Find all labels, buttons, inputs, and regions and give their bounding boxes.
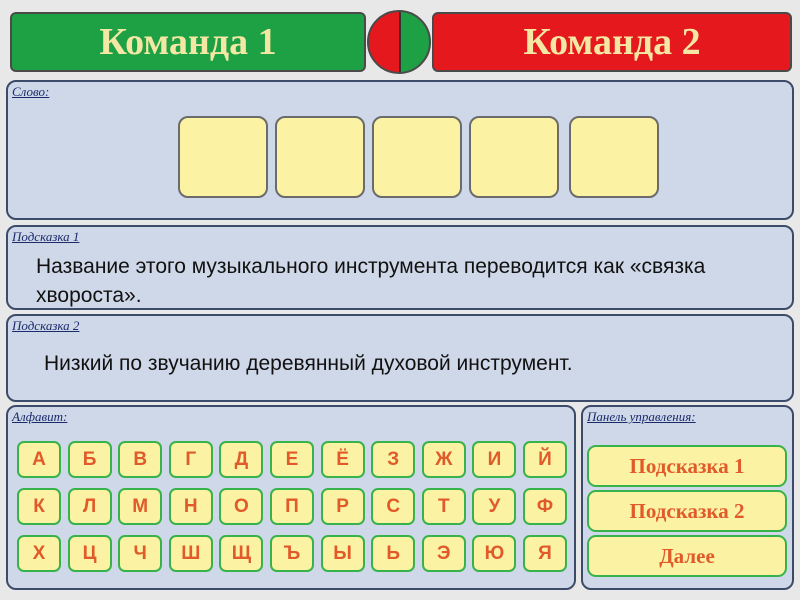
word-letter-slot bbox=[372, 116, 462, 198]
letter-button[interactable]: П bbox=[270, 488, 314, 525]
letter-button[interactable]: С bbox=[371, 488, 415, 525]
hint-2-button[interactable]: Подсказка 2 bbox=[587, 490, 787, 532]
turn-indicator-icon bbox=[367, 10, 431, 74]
letter-button[interactable]: Л bbox=[68, 488, 112, 525]
letter-button[interactable]: Ф bbox=[523, 488, 567, 525]
word-letter-slot bbox=[275, 116, 365, 198]
letter-button[interactable]: Ъ bbox=[270, 535, 314, 572]
letter-button[interactable]: Ч bbox=[118, 535, 162, 572]
letter-button[interactable]: З bbox=[371, 441, 415, 478]
letter-button[interactable]: Р bbox=[321, 488, 365, 525]
letter-button[interactable]: Ж bbox=[422, 441, 466, 478]
letter-button[interactable]: М bbox=[118, 488, 162, 525]
hint-1-label: Подсказка 1 bbox=[12, 229, 80, 244]
alphabet-label: Алфавит: bbox=[12, 409, 68, 424]
letter-button[interactable]: Ю bbox=[472, 535, 516, 572]
control-panel bbox=[581, 405, 794, 590]
letter-button[interactable]: Ш bbox=[169, 535, 213, 572]
team-1-banner: Команда 1 bbox=[10, 12, 366, 72]
letter-button[interactable]: Й bbox=[523, 441, 567, 478]
letter-button[interactable]: Ц bbox=[68, 535, 112, 572]
letter-button[interactable]: Ё bbox=[321, 441, 365, 478]
letter-button[interactable]: И bbox=[472, 441, 516, 478]
hint-1-panel bbox=[6, 225, 794, 310]
team-2-banner: Команда 2 bbox=[432, 12, 792, 72]
hint-1-text: Название этого музыкального инструмента переводится как «связка хвороста». bbox=[36, 255, 706, 307]
hint-2-panel bbox=[6, 314, 794, 402]
letter-button[interactable]: К bbox=[17, 488, 61, 525]
letter-button[interactable]: А bbox=[17, 441, 61, 478]
hint-2-text: Низкий по звучанию деревянный духовой инструмент. bbox=[44, 352, 573, 375]
letter-button[interactable]: Ь bbox=[371, 535, 415, 572]
letter-button[interactable]: В bbox=[118, 441, 162, 478]
word-letter-slot bbox=[569, 116, 659, 198]
letter-button[interactable]: Е bbox=[270, 441, 314, 478]
word-panel bbox=[6, 80, 794, 220]
letter-button[interactable]: Я bbox=[523, 535, 567, 572]
letter-button[interactable]: Н bbox=[169, 488, 213, 525]
letter-button[interactable]: Ы bbox=[321, 535, 365, 572]
letter-button[interactable]: Г bbox=[169, 441, 213, 478]
alphabet-panel bbox=[6, 405, 576, 590]
hint-2-label: Подсказка 2 bbox=[12, 318, 80, 333]
hint-1-button[interactable]: Подсказка 1 bbox=[587, 445, 787, 487]
word-label: Слово: bbox=[12, 84, 50, 99]
letter-button[interactable]: Х bbox=[17, 535, 61, 572]
letter-button[interactable]: У bbox=[472, 488, 516, 525]
word-letter-slot bbox=[469, 116, 559, 198]
letter-button[interactable]: Э bbox=[422, 535, 466, 572]
letter-button[interactable]: Щ bbox=[219, 535, 263, 572]
letter-button[interactable]: Б bbox=[68, 441, 112, 478]
letter-button[interactable]: О bbox=[219, 488, 263, 525]
next-button[interactable]: Далее bbox=[587, 535, 787, 577]
letter-button[interactable]: Т bbox=[422, 488, 466, 525]
letter-button[interactable]: Д bbox=[219, 441, 263, 478]
control-panel-label: Панель управления: bbox=[587, 409, 696, 424]
word-letter-slot bbox=[178, 116, 268, 198]
